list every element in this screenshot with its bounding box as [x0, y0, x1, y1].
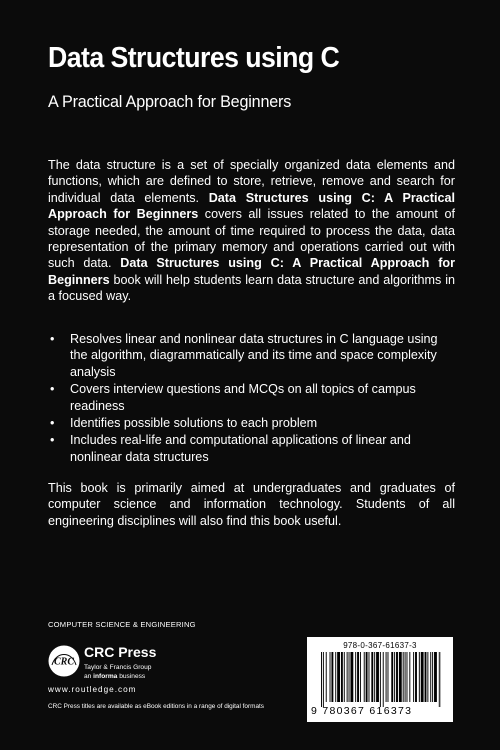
barcode-bar [335, 652, 336, 702]
tagline-suffix: business [117, 673, 146, 680]
barcode-bar [344, 652, 345, 702]
subject-category: COMPUTER SCIENCE & ENGINEERING [48, 620, 196, 629]
barcode-bar [323, 652, 324, 707]
barcode-bar [403, 652, 404, 702]
barcode-bar [330, 652, 331, 702]
publisher-website[interactable]: www.routledge.com [48, 685, 137, 694]
feature-item [48, 415, 455, 431]
barcode-bar [432, 652, 433, 702]
feature-item [48, 331, 455, 380]
barcode-bar [321, 652, 322, 707]
crc-logo-icon [48, 645, 80, 677]
publisher-group: Taylor & Francis Group [84, 664, 152, 671]
ebook-note: CRC Press titles are available as eBook editions in a range of digital formats [48, 703, 264, 710]
description-paragraph-3: This book is primarily aimed at undergraduates and graduates of computer science and information technology. Students of all engineering disciplines will also find this book useful. [48, 481, 455, 528]
ean-digits: 9 780367 616373 [311, 705, 413, 717]
feature-text: Covers interview questions and MCQs on all topics of campus readiness [70, 382, 416, 413]
publisher-name: CRC Press [84, 644, 157, 660]
barcode-bar [434, 652, 437, 702]
logo-lettering: CRC [53, 656, 75, 668]
barcode-bar [350, 652, 353, 702]
barcode-bar [364, 652, 365, 702]
feature-text: Identifies possible solutions to each problem [70, 416, 318, 431]
barcode-bar [383, 652, 384, 707]
book-title: Data Structures using C [48, 42, 340, 74]
barcode-bar [331, 652, 333, 702]
feature-text: Resolves linear and nonlinear data structures in C language using the algorithm, diagrammatically and its time and space complexity analysis [70, 332, 438, 379]
barcode-bar [396, 652, 398, 702]
bullet-icon: • [50, 332, 55, 346]
barcode-bar [415, 652, 417, 702]
feature-list [48, 331, 455, 466]
barcode-bar [409, 652, 410, 702]
barcode-bar [425, 652, 427, 702]
barcode-bar [341, 652, 343, 702]
barcode-bars-icon [321, 652, 441, 707]
barcode-bar [407, 652, 408, 702]
barcode-bar [360, 652, 361, 702]
barcode-bar [391, 652, 393, 702]
description-paragraph-1 [48, 157, 455, 305]
barcode-bar [405, 652, 406, 702]
barcode-bar [419, 652, 420, 702]
barcode-bar [371, 652, 373, 702]
book-title-bold: Data Structures using C: A Practical Approach for Beginners [48, 190, 455, 222]
barcode-bar [388, 652, 389, 702]
barcode-bar [380, 652, 381, 707]
book-title-bold: Data Structures using C: A Practical Approach for Beginners [48, 256, 455, 287]
feature-text: Includes real-life and computational applications of linear and nonlinear data structures [70, 433, 411, 464]
barcode-bar [357, 652, 359, 702]
description-text: The data structure is a set of specially organized data elements and functions, which are defined to store, retrieve, remove and search for individual data elements. [48, 158, 455, 205]
barcode-bar [394, 652, 395, 702]
bullet-icon: • [50, 382, 55, 397]
description-text: covers all issues related to the amount of storage needed, the amount of time required to process the data, data representation of the primary memory and operations carried out with such data. [48, 207, 455, 271]
feature-item [48, 432, 455, 465]
barcode-bar [374, 652, 375, 702]
barcode-bar [439, 652, 440, 707]
barcode-bar [369, 652, 370, 702]
barcode-bar [366, 652, 368, 702]
barcode-bar [427, 652, 428, 702]
description-text: book will help students learn data structure and algorithms in a focused way. [48, 272, 455, 304]
barcode-bar [347, 652, 348, 702]
isbn-number: 978-0-367-61637-3 [343, 641, 417, 650]
barcode-bar [430, 652, 431, 702]
feature-item [48, 381, 455, 414]
barcode-bar [376, 652, 379, 702]
isbn-barcode [307, 637, 453, 722]
barcode-bar [413, 652, 414, 702]
barcode-bar [349, 652, 350, 702]
bullet-icon: • [50, 416, 55, 431]
barcode-bar [386, 652, 387, 702]
tagline-prefix: an [84, 673, 94, 680]
barcode-bar [337, 652, 340, 702]
book-subtitle: A Practical Approach for Beginners [48, 92, 292, 111]
barcode-bar [421, 652, 424, 702]
barcode-bar [326, 652, 327, 702]
bullet-icon: • [50, 433, 55, 448]
tagline-informa: informa [93, 673, 118, 680]
barcode-bar [355, 652, 356, 702]
barcode-bar [399, 652, 402, 702]
publisher-tagline [84, 673, 145, 680]
